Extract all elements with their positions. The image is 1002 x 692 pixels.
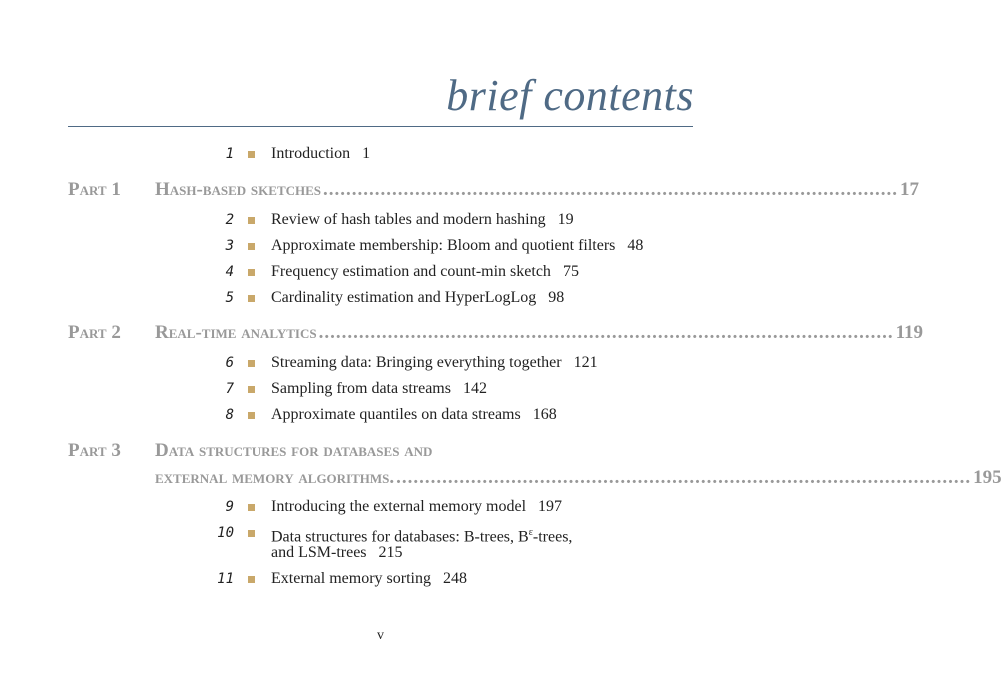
page-title: brief contents bbox=[446, 71, 694, 120]
chapter-page: 1 bbox=[362, 145, 371, 162]
chapter-title: Cardinality estimation and HyperLogLog 98 bbox=[271, 289, 565, 306]
chapter-title: External memory sorting 248 bbox=[271, 570, 467, 587]
part-title: Real-time analytics .................................................................................................... 119 bbox=[155, 322, 924, 343]
chapter-number: 4 bbox=[225, 264, 234, 280]
chapter-page: 168 bbox=[532, 406, 557, 423]
chapter-number: 3 bbox=[225, 238, 234, 254]
chapter-number: 8 bbox=[225, 407, 234, 423]
chapter-number: 11 bbox=[217, 571, 234, 587]
chapter-page: 48 bbox=[627, 237, 644, 254]
bullet-icon bbox=[248, 386, 255, 393]
page-folio: v bbox=[377, 628, 384, 643]
chapter-title: Approximate membership: Bloom and quotient filters 48 bbox=[271, 237, 644, 254]
part-label: Part 2 bbox=[68, 322, 121, 343]
part-label: Part 3 bbox=[68, 440, 121, 461]
chapter-title: Sampling from data streams 142 bbox=[271, 380, 487, 397]
chapter-title: Introduction 1 bbox=[271, 145, 371, 162]
chapter-number: 7 bbox=[225, 381, 234, 397]
chapter-number: 2 bbox=[225, 212, 234, 228]
bullet-icon bbox=[248, 504, 255, 511]
bullet-icon bbox=[248, 412, 255, 419]
bullet-icon bbox=[248, 243, 255, 250]
chapter-title: Review of hash tables and modern hashing 19 bbox=[271, 211, 574, 228]
chapter-title-line2: and LSM-trees 215 bbox=[271, 544, 403, 561]
title-rule bbox=[68, 126, 693, 127]
chapter-number: 5 bbox=[225, 290, 234, 306]
leader-dots: .................................................................................................... bbox=[396, 467, 972, 488]
chapter-page: 215 bbox=[378, 544, 403, 561]
chapter-title: Streaming data: Bringing everything together 121 bbox=[271, 354, 598, 371]
part-title-line2: external memory algorithms. .................................................................................................... 195 bbox=[155, 467, 1002, 488]
chapter-page: 121 bbox=[573, 354, 598, 371]
bullet-icon bbox=[248, 217, 255, 224]
chapter-title-line1: Data structures for databases: B-trees, $B^\varepsilon$-trees, bbox=[271, 527, 573, 546]
part-page: 119 bbox=[895, 322, 924, 343]
chapter-title: Introducing the external memory model 197 bbox=[271, 498, 563, 515]
chapter-number: 6 bbox=[225, 355, 234, 371]
bullet-icon bbox=[248, 576, 255, 583]
chapter-number: 1 bbox=[225, 146, 234, 162]
chapter-title: Approximate quantiles on data streams 168 bbox=[271, 406, 557, 423]
part-title: Hash-based sketches .................................................................................................... 17 bbox=[155, 179, 920, 200]
part-title-line1: Data structures for databases and bbox=[155, 440, 433, 461]
bullet-icon bbox=[248, 269, 255, 276]
leader-dots: .................................................................................................... bbox=[318, 322, 894, 343]
part-page: 195 bbox=[973, 467, 1002, 488]
chapter-page: 142 bbox=[462, 380, 487, 397]
part-label: Part 1 bbox=[68, 179, 121, 200]
bullet-icon bbox=[248, 151, 255, 158]
bullet-icon bbox=[248, 295, 255, 302]
chapter-page: 98 bbox=[548, 289, 565, 306]
chapter-number: 10 bbox=[217, 525, 234, 541]
chapter-page: 75 bbox=[562, 263, 579, 280]
bullet-icon bbox=[248, 360, 255, 367]
bullet-icon bbox=[248, 530, 255, 537]
chapter-number: 9 bbox=[225, 499, 234, 515]
leader-dots: .................................................................................................... bbox=[323, 179, 899, 200]
chapter-page: 197 bbox=[538, 498, 563, 515]
part-page: 17 bbox=[900, 179, 920, 200]
chapter-page: 248 bbox=[442, 570, 467, 587]
chapter-page: 19 bbox=[557, 211, 574, 228]
chapter-title: Frequency estimation and count-min sketch 75 bbox=[271, 263, 579, 280]
